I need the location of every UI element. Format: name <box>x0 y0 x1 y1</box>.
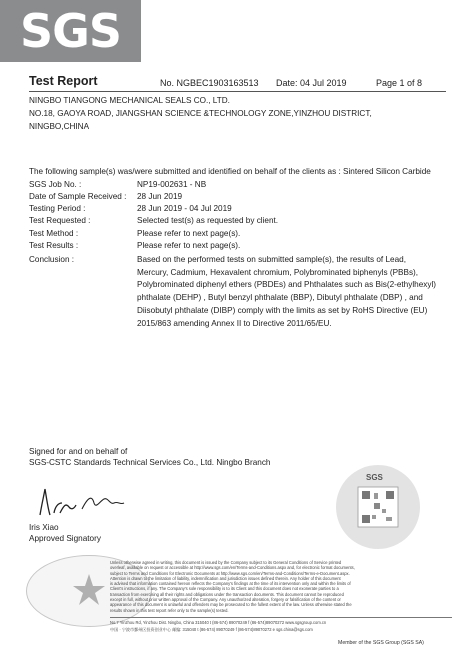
terms-line: overleaf, available on request or accessible at http://www.sgs.com/en/Terms-and-Conditions.aspx and, for electronic format documents, <box>110 565 355 571</box>
conclusion-row <box>29 254 449 330</box>
conclusion-line: Mercury, Cadmium, Hexavalent chromium, Polybrominated biphenyls (PBBs), <box>137 267 419 277</box>
footer-member: Member of the SGS Group (SGS SA) <box>338 640 424 646</box>
field-label: Test Method : <box>29 229 79 238</box>
field-value: Please refer to next page(s). <box>137 241 241 250</box>
footer-address-cn: 中国 · 宁波市鄞州区投资创业中心 邮编: 315040 t (86-574) 89070249 f (86-574)89070272 e sgs.china@sgs.com <box>110 627 313 632</box>
handwritten-signature <box>36 485 146 521</box>
report-number: No. NGBEC1903163513 <box>160 78 259 88</box>
terms-line: results shown in this test report refer only to the sample(s) tested. <box>110 607 229 613</box>
field-value: 28 Jun 2019 - 04 Jul 2019 <box>137 204 232 213</box>
terms-line: Client's instructions, if any. The Company's sole responsibility is to its Client and this document does not exonerate parties to a <box>110 586 339 592</box>
qr-label: SGS <box>366 473 383 482</box>
terms-block <box>110 560 452 613</box>
field-value: Selected test(s) as requested by client. <box>137 216 279 225</box>
conclusion-line: Based on the performed tests on submitted sample(s), the results of Lead, <box>137 255 406 264</box>
field-row <box>29 204 449 215</box>
footer-divider <box>110 617 452 618</box>
conclusion-line: Polybrominated diphenyl ethers (PBDEs) and Phthalates such as Bis(2-ethylhexyl) <box>137 280 436 290</box>
client-address-line2: NINGBO,CHINA <box>29 121 90 131</box>
field-label: Date of Sample Received : <box>29 192 127 201</box>
footer-address-en: No.7 Yinzhou Rd, Yinzhou Dist. Ningbo, China 315040 t (86-574) 89070249 f (86-574)89070272 www.sgsgroup.com.cn <box>110 620 327 625</box>
signatory-name: Iris Xiao <box>29 523 59 532</box>
field-row <box>29 229 449 240</box>
field-row <box>29 192 449 203</box>
signed-block <box>29 446 271 468</box>
field-value: Please refer to next page(s). <box>137 229 241 238</box>
client-block <box>29 95 372 133</box>
client-name: NINGBO TIANGONG MECHANICAL SEALS CO., LTD. <box>29 96 230 105</box>
field-row <box>29 180 449 191</box>
page-number: Page 1 of 8 <box>376 78 423 88</box>
field-row <box>29 241 449 252</box>
conclusion-text <box>137 254 449 330</box>
signed-line1: Signed for and on behalf of <box>29 447 128 456</box>
terms-line: is advised that information contained hereon reflects the Company's findings at the time of its intervention only and within the limits of <box>110 581 351 587</box>
field-label: SGS Job No. : <box>29 180 82 189</box>
report-title: Test Report <box>29 74 98 88</box>
field-value: NP19-002631 - NB <box>137 180 207 189</box>
conclusion-label: Conclusion : <box>29 255 75 264</box>
signatory-role: Approved Signatory <box>29 534 101 543</box>
field-label: Test Requested : <box>29 216 91 225</box>
conclusion-line: phthalate (DEHP) , Butyl benzyl phthalate (BBP), Dibutyl phthalate (DBP) , and <box>137 293 423 303</box>
field-row <box>29 216 449 227</box>
terms-line: subject to Terms and Conditions for Electronic Documents at http://www.sgs.com/en/Terms-and-Conditions/Terms-e-Document.aspx. <box>110 570 350 576</box>
terms-line: Attention is drawn to the limitation of liability, indemnification and jurisdiction issues defined therein. Any holder of this document <box>110 575 341 581</box>
terms-line: Unless otherwise agreed in writing, this document is issued by the Company subject to its General Conditions of Service printed <box>110 560 342 565</box>
field-label: Test Results : <box>29 241 79 250</box>
terms-line: except in full, without prior written approval of the Company. Any unauthorized alteration, forgery or falsification of the content or <box>110 597 341 603</box>
terms-line: transaction from exercising all their rights and obligations under the transaction documents. This document cannot be reproduced <box>110 591 344 597</box>
field-label: Testing Period : <box>29 204 86 213</box>
conclusion-line: 2015/863 amending Annex II to Directive 2011/65/EU. <box>137 318 332 328</box>
terms-line: appearance of this document is unlawful and offenders may be prosecuted to the fullest extent of the law. Unless otherwise stated the <box>110 602 352 608</box>
signatory-block <box>29 522 101 544</box>
sgs-logo: SGS <box>0 0 141 62</box>
field-value: 28 Jun 2019 <box>137 192 183 201</box>
signed-line2: SGS-CSTC Standards Technical Services Co., Ltd. Ningbo Branch <box>29 458 271 467</box>
header-divider <box>29 91 446 92</box>
conclusion-line: Diisobutyl phthalate (DIBP) comply with the limits as set by RoHS Directive (EU) <box>137 305 428 315</box>
sample-intro: The following sample(s) was/were submitted and identified on behalf of the clients as : Sintered Silicon Carbide <box>29 167 431 176</box>
report-date: Date: 04 Jul 2019 <box>276 78 347 88</box>
client-address-line1: NO.18, GAOYA ROAD, JIANGSHAN SCIENCE &TECHNOLOGY ZONE,YINZHOU DISTRICT, <box>29 108 372 118</box>
qr-code-seal <box>336 465 420 549</box>
